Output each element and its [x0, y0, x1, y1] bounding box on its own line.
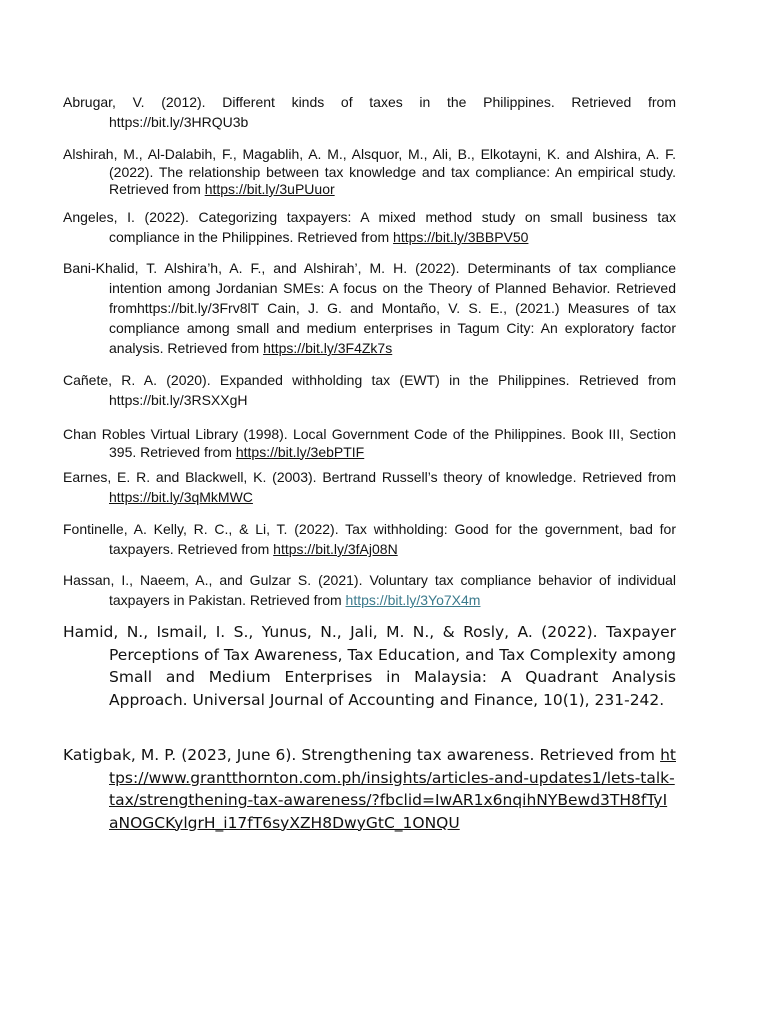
reference-link[interactable]: https://bit.ly/3Yo7X4m — [345, 592, 481, 608]
reference-text: Angeles, I. (2022). Categorizing taxpayers: A mixed method study on small business tax compliance in the Philippines. Retrieved from — [63, 209, 676, 245]
reference-entry — [63, 258, 676, 358]
reference-text: Bani-Khalid, T. Alshira’h, A. F., and Alshirah’, M. H. (2022). Determinants of tax compliance intention among Jordanian SMEs: A focus on the Theory of Planned Behavior. Retrieved fromhttps://bit.ly/3Frv8lT Cain, J. G. and Montaño, V. S. E., (2021.) Measures of tax compliance among small and medium enterprises in Tagum City: An exploratory factor analysis. Retrieved from — [63, 260, 676, 356]
reference-link[interactable]: https://www.grantthornton.com.ph/insights/articles-and-updates1/lets-talk-tax/strengthening-tax-awareness/?fbclid=IwAR1x6nqihNYBewd3TH8fTyIaNOGCKylgrH_i17fT6syXZH8DwyGtC_1ONQU — [109, 746, 676, 832]
reference-entry — [63, 744, 676, 834]
reference-text: Earnes, E. R. and Blackwell, K. (2003). Bertrand Russell’s theory of knowledge. Retrieved from — [63, 469, 676, 485]
reference-entry — [63, 519, 676, 559]
reference-link[interactable]: https://bit.ly/3uPUuor — [204, 181, 335, 197]
reference-entry — [63, 426, 676, 461]
reference-text: Hamid, N., Ismail, I. S., Yunus, N., Jali, M. N., & Rosly, A. (2022). Taxpayer Perceptions of Tax Awareness, Tax Education, and Tax Complexity among Small and Medium Enterprises in Malaysia: A Quadrant Analysis Approach. Universal Journal of Accounting and Finance, 10(1), 231-242. — [63, 623, 676, 709]
reference-entry — [63, 467, 676, 507]
reference-text: Hassan, I., Naeem, A., and Gulzar S. (2021). Voluntary tax compliance behavior of individual taxpayers in Pakistan. Retrieved from — [63, 572, 676, 608]
reference-text: Katigbak, M. P. (2023, June 6). Strengthening tax awareness. Retrieved from — [63, 746, 661, 764]
reference-link[interactable]: https://bit.ly/3qMkMWC — [109, 489, 253, 505]
reference-entry — [63, 621, 676, 711]
reference-link[interactable]: https://bit.ly/3F4Zk7s — [263, 340, 393, 356]
reference-entry — [63, 207, 676, 247]
reference-entry — [63, 370, 676, 410]
reference-link[interactable]: https://bit.ly/3ebPTIF — [235, 443, 365, 460]
reference-link[interactable]: https://bit.ly/3BBPV50 — [393, 229, 529, 245]
reference-text: Chan Robles Virtual Library (1998). Local Government Code of the Philippines. Book III, Section 395. Retrieved from — [63, 426, 676, 460]
reference-text: Abrugar, V. (2012). Different kinds of taxes in the Philippines. Retrieved from https://bit.ly/3HRQU3b — [63, 94, 676, 130]
reference-text: Alshirah, M., Al-Dalabih, F., Magablih, A. M., Alsquor, M., Ali, B., Elkotayni, K. and Alshira, A. F. (2022). The relationship between tax knowledge and tax compliance: An empirical study. Retrieved from — [63, 146, 676, 197]
reference-entry — [63, 146, 676, 199]
reference-link[interactable]: https://bit.ly/3fAj08N — [273, 541, 398, 557]
reference-text: Fontinelle, A. Kelly, R. C., & Li, T. (2022). Tax withholding: Good for the government, bad for taxpayers. Retrieved from — [63, 521, 676, 557]
reference-entry — [63, 570, 676, 610]
reference-entry — [63, 92, 676, 132]
reference-text: Cañete, R. A. (2020). Expanded withholding tax (EWT) in the Philippines. Retrieved from https://bit.ly/3RSXXgH — [63, 372, 676, 408]
